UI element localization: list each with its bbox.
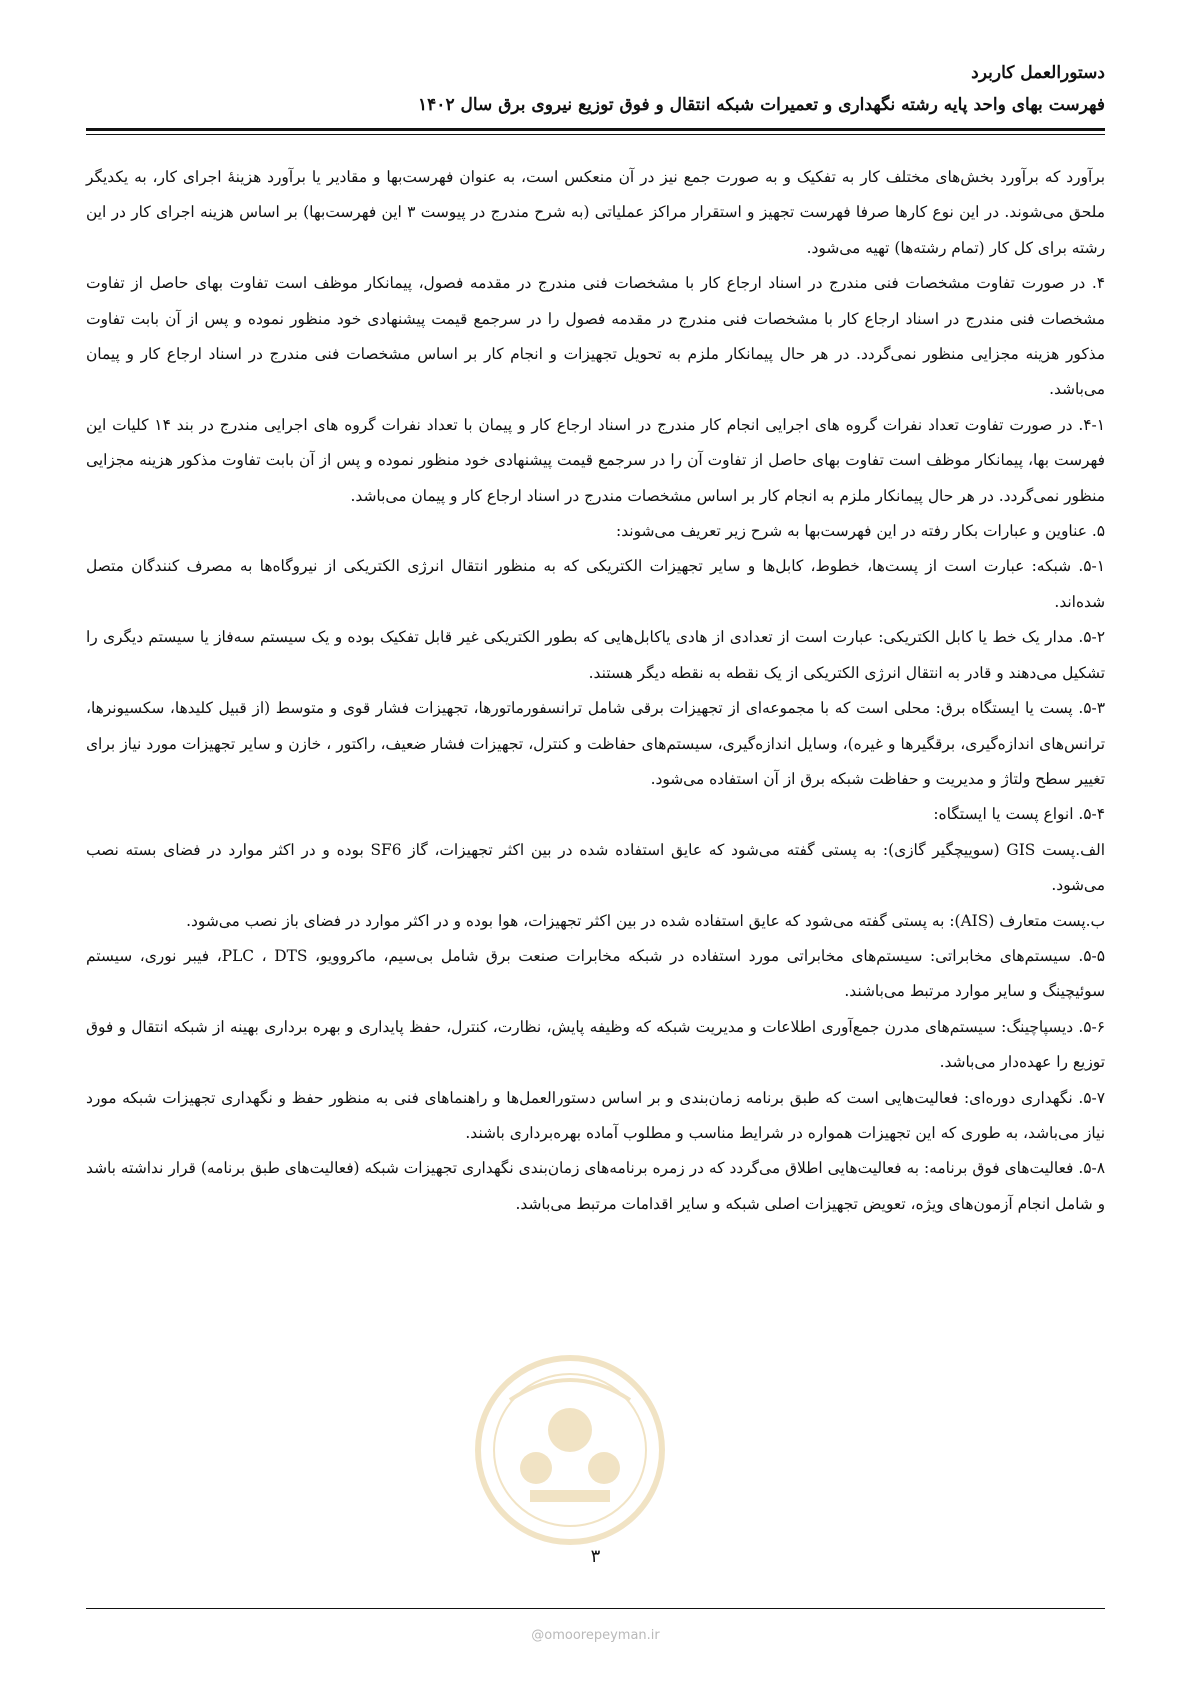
watermark-seal-icon <box>470 1350 670 1550</box>
document-title: دستورالعمل کاربرد <box>971 63 1105 83</box>
paragraph: ۵-۲. مدار یک خط یا کابل الکتریکی: عبارت است از تعدادی از هادی یاکابل‌هایی که بطور الکتریکی غیر قابل تفکیک بوده و یک سیستم سه‌فاز یا سیستم دیگری را تشکیل می‌دهند و قادر به انتقال انرژی الکتریکی از یک نقطه به نقطه دیگر هستند. <box>86 628 1105 682</box>
website-watermark: @omoorepeyman.ir <box>531 1628 660 1643</box>
page-header <box>86 56 1105 120</box>
header-divider <box>86 128 1105 135</box>
paragraph: ۵-۳. پست یا ایستگاه برق: محلی است که با مجموعه‌ای از تجهیزات برقی شامل ترانسفورماتورها، تجهیزات فشار قوی و متوسط (از قبیل کلیدها، سکسیونرها، ترانس‌های اندازه‌گیری، برقگیرها و غیره)، وسایل اندازه‌گیری، سیستم‌های حفاظت و کنترل، تجهیزات فشار ضعیف، راکتور ، خازن و سایر تجهیزات مورد نیاز برای تغییر سطح ولتاژ و مدیریت و حفاظت شبکه برق از آن استفاده می‌شود. <box>86 699 1105 788</box>
paragraph: ۵-۸. فعالیت‌های فوق برنامه: به فعالیت‌هایی اطلاق می‌گردد که در زمره برنامه‌های زمان‌بندی نگهداری تجهیزات شبکه (فعالیت‌های طبق برنامه) قرار نداشته باشد و شامل انجام آزمون‌های ویژه، تعویض تجهیزات اصلی شبکه و سایر اقدامات مرتبط می‌باشد. <box>86 1159 1105 1213</box>
footer-divider <box>86 1608 1105 1609</box>
paragraph: ۴. در صورت تفاوت مشخصات فنی مندرج در اسناد ارجاع کار با مشخصات فنی مندرج در مقدمه فصول، پیمانکار موظف است تفاوت بهای حاصل از تفاوت مشخصات فنی مندرج در اسناد ارجاع کار با مشخصات فنی مندرج در مقدمه فصول را در سرجمع قیمت پیشنهادی خود منظور نموده و پس از آن بابت تفاوت مذکور هزینه مجزایی منظور نمی‌گردد. در هر حال پیمانکار ملزم به تحویل تجهیزات و انجام کار بر اساس مشخصات فنی مندرج در اسناد ارجاع کار و پیمان می‌باشد. <box>86 274 1105 399</box>
document-body <box>86 160 1105 1222</box>
paragraph: ب.پست متعارف (AIS): به پستی گفته می‌شود که عایق استفاده شده در بین اکثر تجهیزات، هوا بوده و در اکثر موارد در فضای باز نصب می‌شود. <box>186 911 1105 930</box>
paragraph: ۵. عناوین و عبارات بکار رفته در این فهرست‌بها به شرح زیر تعریف می‌شوند: <box>616 522 1105 541</box>
paragraph: ۵-۷. نگهداری دوره‌ای: فعالیت‌هایی است که طبق برنامه زمان‌بندی و بر اساس دستورالعمل‌ها و راهنماهای فنی به منظور حفظ و نگهداری تجهیزات شبکه مورد نیاز می‌باشد، به طوری که این تجهیزات همواره در شرایط مناسب و مطلوب آماده بهره‌برداری باشند. <box>86 1088 1105 1142</box>
paragraph: ۵-۵. سیستم‌های مخابراتی: سیستم‌های مخابراتی مورد استفاده در شبکه مخابرات صنعت برق شامل بی‌سیم، ماکروویو، PLC ، DTS، فیبر نوری، سیستم سوئیچینگ و سایر موارد مرتبط می‌باشند. <box>86 946 1105 1001</box>
paragraph: ۵-۶. دیسپاچینگ: سیستم‌های مدرن جمع‌آوری اطلاعات و مدیریت شبکه که وظیفه پایش، نظارت، کنترل، حفظ پایداری و بهره برداری بهینه از شبکه انتقال و فوق توزیع را عهده‌دار می‌باشد. <box>86 1017 1105 1072</box>
paragraph: ۵-۴. انواع پست یا ایستگاه: <box>933 805 1105 824</box>
paragraph: ۵-۱. شبکه: عبارت است از پست‌ها، خطوط، کابل‌ها و سایر تجهیزات الکتریکی که به منظور انتقال انرژی الکتریکی از نیروگاه‌ها به مصرف کنندگان متصل شده‌اند. <box>86 557 1105 611</box>
document-subtitle: فهرست بهای واحد پایه رشته نگهداری و تعمیرات شبکه انتقال و فوق توزیع نیروی برق سال ۱۴۰۲ <box>418 95 1105 115</box>
paragraph: الف.پست GIS (سوییچگیر گازی): به پستی گفته می‌شود که عایق استفاده شده در بین اکثر تجهیزات، گاز SF6 بوده و در اکثر موارد در فضای بسته نصب می‌شود. <box>86 840 1106 895</box>
page-number: ۳ <box>590 1546 601 1567</box>
paragraph: ۴-۱. در صورت تفاوت تعداد نفرات گروه های اجرایی انجام کار مندرج در اسناد ارجاع کار و پیمان با تعداد نفرات گروه های اجرایی مندرج در بند ۱۴ کلیات این فهرست بها، پیمانکار موظف است تفاوت بهای حاصل از تفاوت آن را در سرجمع قیمت پیشنهادی خود منظور نموده و پس از آن بابت تفاوت مذکور هزینه مجزایی منظور نمی‌گردد. در هر حال پیمانکار ملزم به انجام کار بر اساس مشخصات مندرج در اسناد ارجاع کار و پیمان می‌باشد. <box>86 415 1105 505</box>
paragraph: برآورد که برآورد بخش‌های مختلف کار به تفکیک و به صورت جمع نیز در آن منعکس است، به عنوان فهرست‌بها و مقادیر یا برآورد هزینهٔ اجرای کار، به یکدیگر ملحق می‌شوند. در این نوع کارها صرفا فهرست تجهیز و استقرار مراکز عملیاتی (به شرح مندرج در پیوست ۳ این فهرست‌بها) بر اساس هزینه اجرای کار در این رشته برای کل کار (تمام رشته‌ها) تهیه می‌شود. <box>86 168 1106 257</box>
